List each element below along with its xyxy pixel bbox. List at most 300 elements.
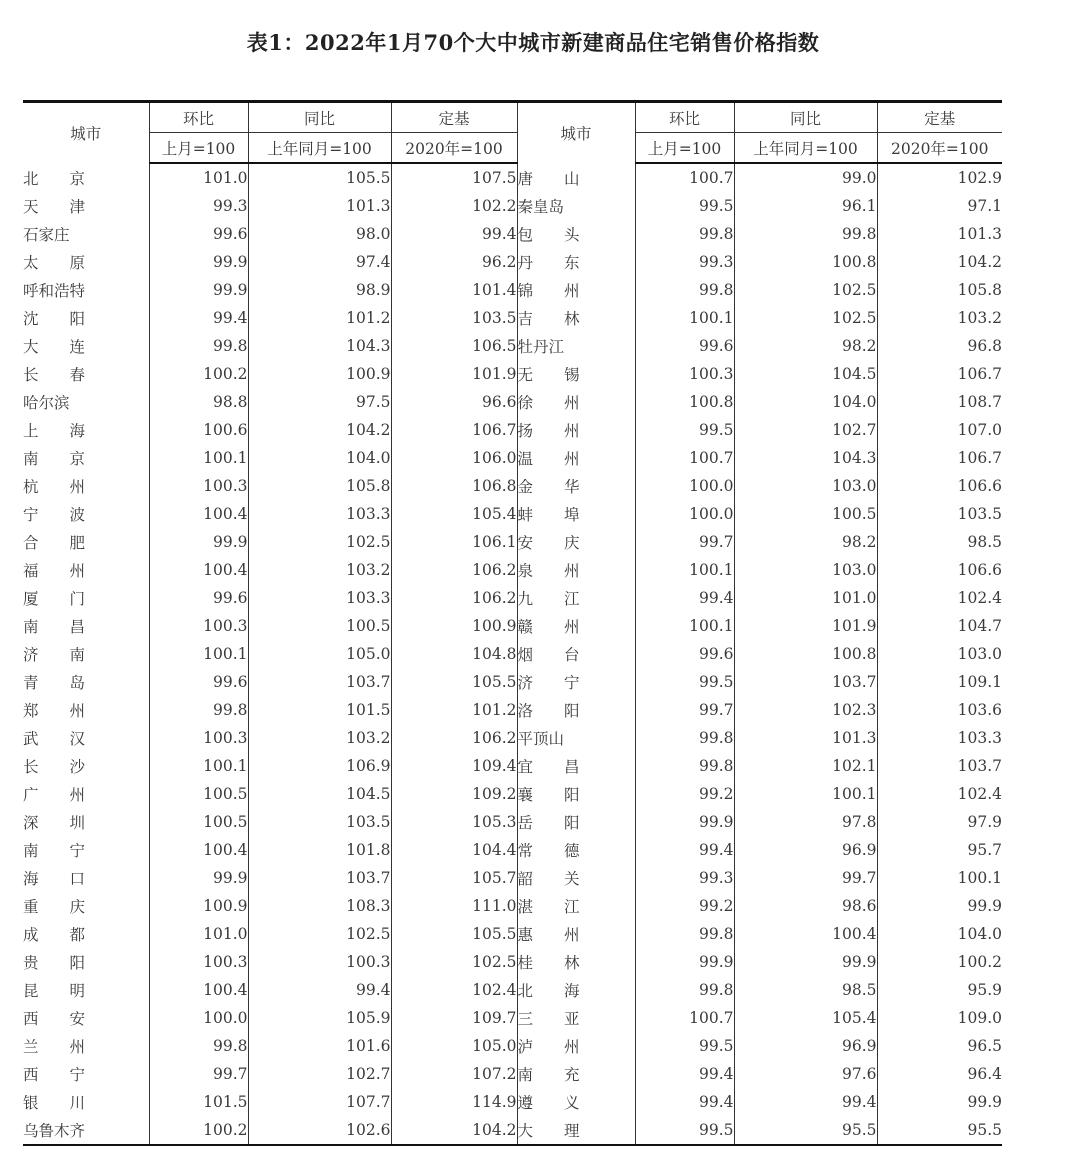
mom-value-right: 99.8 [635, 220, 734, 248]
mom-value-right: 99.8 [635, 976, 734, 1004]
yoy-value-left: 98.0 [248, 220, 391, 248]
city-name-left: 沈 阳 [23, 310, 86, 328]
city-name-left: 西 宁 [23, 1066, 86, 1084]
fixed-value-right: 99.9 [877, 1088, 1002, 1116]
header-city-right: 城市 [517, 102, 635, 164]
yoy-value-right: 103.7 [734, 668, 877, 696]
yoy-value-right: 104.0 [734, 388, 877, 416]
table-row [23, 444, 1002, 472]
yoy-value-right: 98.2 [734, 528, 877, 556]
fixed-value-right: 100.2 [877, 948, 1002, 976]
fixed-value-left: 109.2 [391, 780, 517, 808]
mom-value-right: 99.8 [635, 920, 734, 948]
city-name-left: 杭 州 [23, 478, 86, 496]
city-name-left: 厦 门 [23, 590, 86, 608]
mom-value-right: 99.7 [635, 696, 734, 724]
fixed-value-right: 96.8 [877, 332, 1002, 360]
table-row [23, 556, 1002, 584]
yoy-value-left: 102.7 [248, 1060, 391, 1088]
table-row [23, 752, 1002, 780]
yoy-value-right: 98.6 [734, 892, 877, 920]
mom-value-left: 101.0 [149, 163, 248, 192]
fixed-value-left: 101.4 [391, 276, 517, 304]
city-name-left: 重 庆 [23, 898, 86, 916]
yoy-value-left: 101.3 [248, 192, 391, 220]
mom-value-left: 99.4 [149, 304, 248, 332]
fixed-value-left: 106.2 [391, 724, 517, 752]
fixed-value-left: 100.9 [391, 612, 517, 640]
mom-value-left: 100.5 [149, 780, 248, 808]
city-name-left: 青 岛 [23, 674, 86, 692]
mom-value-left: 99.9 [149, 528, 248, 556]
header-yoy-base-right: 上年同月=100 [734, 133, 877, 164]
mom-value-right: 99.4 [635, 584, 734, 612]
mom-value-right: 99.5 [635, 1116, 734, 1145]
city-name-left: 广 州 [23, 786, 86, 804]
yoy-value-left: 98.9 [248, 276, 391, 304]
yoy-value-left: 107.7 [248, 1088, 391, 1116]
fixed-value-left: 105.4 [391, 500, 517, 528]
yoy-value-right: 98.2 [734, 332, 877, 360]
table-row [23, 416, 1002, 444]
yoy-value-left: 104.5 [248, 780, 391, 808]
mom-value-right: 100.0 [635, 472, 734, 500]
table-row [23, 163, 1002, 192]
fixed-value-left: 104.2 [391, 1116, 517, 1145]
table-row [23, 304, 1002, 332]
fixed-value-right: 103.2 [877, 304, 1002, 332]
table-row [23, 220, 1002, 248]
city-name-left: 郑 州 [23, 702, 86, 720]
fixed-value-right: 103.7 [877, 752, 1002, 780]
mom-value-left: 99.7 [149, 1060, 248, 1088]
city-name-left: 南 京 [23, 450, 86, 468]
fixed-value-left: 106.8 [391, 472, 517, 500]
fixed-value-left: 102.4 [391, 976, 517, 1004]
fixed-value-left: 111.0 [391, 892, 517, 920]
fixed-value-left: 106.1 [391, 528, 517, 556]
yoy-value-left: 100.9 [248, 360, 391, 388]
city-name-left: 大 连 [23, 338, 86, 356]
city-name-left: 呼和浩特 [23, 282, 86, 300]
yoy-value-right: 104.3 [734, 444, 877, 472]
table-row [23, 668, 1002, 696]
table-row [23, 864, 1002, 892]
city-name-left: 昆 明 [23, 982, 86, 1000]
yoy-value-right: 99.4 [734, 1088, 877, 1116]
mom-value-left: 99.9 [149, 864, 248, 892]
mom-value-right: 99.4 [635, 1088, 734, 1116]
fixed-value-right: 102.4 [877, 584, 1002, 612]
yoy-value-right: 102.5 [734, 276, 877, 304]
table-body [23, 163, 1002, 1145]
mom-value-left: 100.4 [149, 836, 248, 864]
fixed-value-left: 104.4 [391, 836, 517, 864]
header-row-2 [23, 133, 1002, 164]
yoy-value-left: 102.5 [248, 920, 391, 948]
mom-value-left: 99.8 [149, 696, 248, 724]
yoy-value-left: 101.8 [248, 836, 391, 864]
city-name-right: 三 亚 [517, 1004, 635, 1032]
city-name-right: 南 充 [517, 1060, 635, 1088]
mom-value-left: 100.4 [149, 500, 248, 528]
city-name-left: 海 口 [23, 870, 86, 888]
mom-value-left: 100.6 [149, 416, 248, 444]
mom-value-left: 99.9 [149, 248, 248, 276]
yoy-value-left: 105.8 [248, 472, 391, 500]
mom-value-left: 100.1 [149, 444, 248, 472]
mom-value-right: 100.1 [635, 612, 734, 640]
yoy-value-right: 103.0 [734, 556, 877, 584]
mom-value-left: 100.3 [149, 948, 248, 976]
yoy-value-right: 96.1 [734, 192, 877, 220]
header-fixed-right: 定基 [877, 102, 1002, 133]
yoy-value-right: 99.8 [734, 220, 877, 248]
mom-value-left: 99.8 [149, 1032, 248, 1060]
table-row [23, 1060, 1002, 1088]
yoy-value-left: 103.2 [248, 724, 391, 752]
yoy-value-left: 103.5 [248, 808, 391, 836]
yoy-value-right: 99.9 [734, 948, 877, 976]
table-title: 表1：2022年1月70个大中城市新建商品住宅销售价格指数 [246, 30, 820, 55]
table-row [23, 920, 1002, 948]
mom-value-right: 99.9 [635, 808, 734, 836]
fixed-value-left: 96.6 [391, 388, 517, 416]
yoy-value-left: 103.3 [248, 500, 391, 528]
yoy-value-left: 99.4 [248, 976, 391, 1004]
table-row [23, 612, 1002, 640]
mom-value-right: 100.1 [635, 304, 734, 332]
table-row [23, 948, 1002, 976]
header-city-left: 城市 [70, 125, 102, 143]
mom-value-right: 99.9 [635, 948, 734, 976]
yoy-value-right: 100.5 [734, 500, 877, 528]
fixed-value-right: 106.7 [877, 360, 1002, 388]
city-name-right: 岳 阳 [517, 808, 635, 836]
city-name-right: 北 海 [517, 976, 635, 1004]
yoy-value-left: 104.0 [248, 444, 391, 472]
yoy-value-left: 101.6 [248, 1032, 391, 1060]
mom-value-left: 99.6 [149, 584, 248, 612]
mom-value-left: 100.3 [149, 724, 248, 752]
mom-value-right: 99.8 [635, 752, 734, 780]
mom-value-left: 100.4 [149, 976, 248, 1004]
mom-value-right: 99.8 [635, 724, 734, 752]
yoy-value-left: 105.5 [248, 163, 391, 192]
city-name-left: 长 沙 [23, 758, 86, 776]
yoy-value-right: 102.7 [734, 416, 877, 444]
yoy-value-left: 100.3 [248, 948, 391, 976]
city-name-right: 安 庆 [517, 528, 635, 556]
fixed-value-right: 107.0 [877, 416, 1002, 444]
fixed-value-right: 109.0 [877, 1004, 1002, 1032]
city-name-right: 襄 阳 [517, 780, 635, 808]
city-name-left: 成 都 [23, 926, 86, 944]
city-name-right: 无 锡 [517, 360, 635, 388]
fixed-value-right: 104.7 [877, 612, 1002, 640]
fixed-value-right: 96.4 [877, 1060, 1002, 1088]
fixed-value-left: 104.8 [391, 640, 517, 668]
table-row [23, 836, 1002, 864]
table-row [23, 808, 1002, 836]
header-fixed-base-right: 2020年=100 [877, 133, 1002, 164]
city-name-left: 银 川 [23, 1094, 86, 1112]
mom-value-right: 100.0 [635, 500, 734, 528]
yoy-value-left: 97.4 [248, 248, 391, 276]
yoy-value-right: 101.3 [734, 724, 877, 752]
yoy-value-right: 103.0 [734, 472, 877, 500]
yoy-value-right: 100.1 [734, 780, 877, 808]
table-row [23, 1088, 1002, 1116]
mom-value-right: 99.6 [635, 332, 734, 360]
header-yoy-right: 同比 [734, 102, 877, 133]
city-name-left: 太 原 [23, 254, 86, 272]
fixed-value-right: 99.9 [877, 892, 1002, 920]
fixed-value-right: 105.8 [877, 276, 1002, 304]
mom-value-left: 100.4 [149, 556, 248, 584]
yoy-value-right: 102.3 [734, 696, 877, 724]
mom-value-right: 100.7 [635, 163, 734, 192]
mom-value-right: 100.3 [635, 360, 734, 388]
city-name-left: 济 南 [23, 646, 86, 664]
city-name-right: 桂 林 [517, 948, 635, 976]
mom-value-left: 100.9 [149, 892, 248, 920]
city-name-right: 湛 江 [517, 892, 635, 920]
mom-value-left: 100.2 [149, 1116, 248, 1145]
fixed-value-right: 103.5 [877, 500, 1002, 528]
city-name-left: 上 海 [23, 422, 86, 440]
city-name-right: 蚌 埠 [517, 500, 635, 528]
mom-value-left: 100.5 [149, 808, 248, 836]
yoy-value-right: 102.1 [734, 752, 877, 780]
fixed-value-left: 109.7 [391, 1004, 517, 1032]
fixed-value-left: 106.2 [391, 556, 517, 584]
fixed-value-right: 100.1 [877, 864, 1002, 892]
mom-value-left: 100.3 [149, 472, 248, 500]
table-row [23, 724, 1002, 752]
header-mom-left: 环比 [149, 102, 248, 133]
fixed-value-left: 106.2 [391, 584, 517, 612]
mom-value-left: 99.3 [149, 192, 248, 220]
fixed-value-right: 97.9 [877, 808, 1002, 836]
mom-value-right: 99.4 [635, 1060, 734, 1088]
mom-value-left: 99.6 [149, 220, 248, 248]
yoy-value-right: 100.4 [734, 920, 877, 948]
header-yoy-base-left: 上年同月=100 [248, 133, 391, 164]
city-name-right: 韶 关 [517, 864, 635, 892]
city-name-right: 常 德 [517, 836, 635, 864]
fixed-value-left: 114.9 [391, 1088, 517, 1116]
yoy-value-right: 100.8 [734, 248, 877, 276]
city-name-left: 武 汉 [23, 730, 86, 748]
mom-value-left: 100.0 [149, 1004, 248, 1032]
fixed-value-left: 107.5 [391, 163, 517, 192]
table-row [23, 472, 1002, 500]
fixed-value-left: 99.4 [391, 220, 517, 248]
fixed-value-right: 95.9 [877, 976, 1002, 1004]
mom-value-right: 99.8 [635, 276, 734, 304]
table-row [23, 192, 1002, 220]
yoy-value-right: 98.5 [734, 976, 877, 1004]
fixed-value-right: 103.6 [877, 696, 1002, 724]
yoy-value-right: 97.8 [734, 808, 877, 836]
city-name-right: 赣 州 [517, 612, 635, 640]
mom-value-right: 99.3 [635, 864, 734, 892]
table-row [23, 696, 1002, 724]
yoy-value-left: 105.0 [248, 640, 391, 668]
table-row [23, 1116, 1002, 1145]
mom-value-left: 100.1 [149, 752, 248, 780]
yoy-value-left: 103.7 [248, 668, 391, 696]
yoy-value-left: 101.2 [248, 304, 391, 332]
city-name-right: 吉 林 [517, 304, 635, 332]
yoy-value-left: 105.9 [248, 1004, 391, 1032]
fixed-value-left: 101.2 [391, 696, 517, 724]
yoy-value-right: 96.9 [734, 1032, 877, 1060]
yoy-value-left: 106.9 [248, 752, 391, 780]
price-index-table [23, 100, 1002, 1146]
yoy-value-right: 96.9 [734, 836, 877, 864]
mom-value-right: 100.1 [635, 556, 734, 584]
fixed-value-left: 106.0 [391, 444, 517, 472]
fixed-value-right: 109.1 [877, 668, 1002, 696]
header-yoy-left: 同比 [248, 102, 391, 133]
header-mom-base-right: 上月=100 [635, 133, 734, 164]
yoy-value-left: 100.5 [248, 612, 391, 640]
fixed-value-left: 102.5 [391, 948, 517, 976]
city-name-right: 扬 州 [517, 416, 635, 444]
mom-value-right: 99.5 [635, 192, 734, 220]
yoy-value-right: 104.5 [734, 360, 877, 388]
header-mom-right: 环比 [635, 102, 734, 133]
mom-value-right: 99.7 [635, 528, 734, 556]
mom-value-left: 99.9 [149, 276, 248, 304]
fixed-value-left: 106.5 [391, 332, 517, 360]
city-name-right: 烟 台 [517, 640, 635, 668]
mom-value-right: 99.4 [635, 836, 734, 864]
city-name-left: 乌鲁木齐 [23, 1116, 149, 1145]
table-row [23, 500, 1002, 528]
fixed-value-right: 95.5 [877, 1116, 1002, 1145]
table-row [23, 332, 1002, 360]
city-name-right: 宜 昌 [517, 752, 635, 780]
table-row [23, 360, 1002, 388]
yoy-value-left: 97.5 [248, 388, 391, 416]
fixed-value-left: 102.2 [391, 192, 517, 220]
header-fixed-base-left: 2020年=100 [391, 133, 517, 164]
city-name-left: 哈尔滨 [23, 394, 70, 412]
fixed-value-left: 105.5 [391, 668, 517, 696]
city-name-left: 南 宁 [23, 842, 86, 860]
yoy-value-left: 103.7 [248, 864, 391, 892]
city-name-right: 唐 山 [517, 163, 635, 192]
yoy-value-right: 102.5 [734, 304, 877, 332]
city-name-right: 惠 州 [517, 920, 635, 948]
city-name-left: 长 春 [23, 366, 86, 384]
city-name-right: 包 头 [517, 220, 635, 248]
fixed-value-right: 103.3 [877, 724, 1002, 752]
fixed-value-left: 107.2 [391, 1060, 517, 1088]
table-row [23, 1032, 1002, 1060]
yoy-value-right: 101.9 [734, 612, 877, 640]
fixed-value-right: 106.7 [877, 444, 1002, 472]
city-name-right: 秦皇岛 [517, 192, 635, 220]
fixed-value-right: 98.5 [877, 528, 1002, 556]
fixed-value-left: 105.3 [391, 808, 517, 836]
fixed-value-left: 101.9 [391, 360, 517, 388]
fixed-value-right: 95.7 [877, 836, 1002, 864]
yoy-value-right: 105.4 [734, 1004, 877, 1032]
table-row [23, 528, 1002, 556]
city-name-left: 贵 阳 [23, 954, 86, 972]
fixed-value-left: 96.2 [391, 248, 517, 276]
city-name-right: 丹 东 [517, 248, 635, 276]
mom-value-left: 100.2 [149, 360, 248, 388]
yoy-value-left: 103.3 [248, 584, 391, 612]
fixed-value-left: 105.5 [391, 920, 517, 948]
city-name-right: 九 江 [517, 584, 635, 612]
yoy-value-left: 108.3 [248, 892, 391, 920]
fixed-value-right: 108.7 [877, 388, 1002, 416]
mom-value-right: 99.3 [635, 248, 734, 276]
mom-value-left: 99.6 [149, 668, 248, 696]
mom-value-left: 101.0 [149, 920, 248, 948]
fixed-value-right: 96.5 [877, 1032, 1002, 1060]
city-name-right: 济 宁 [517, 668, 635, 696]
mom-value-right: 99.5 [635, 668, 734, 696]
table-row [23, 1004, 1002, 1032]
mom-value-left: 98.8 [149, 388, 248, 416]
mom-value-left: 99.8 [149, 332, 248, 360]
city-name-left: 福 州 [23, 562, 86, 580]
table-row [23, 388, 1002, 416]
yoy-value-left: 102.6 [248, 1116, 391, 1145]
city-name-right: 平顶山 [517, 724, 635, 752]
yoy-value-right: 99.7 [734, 864, 877, 892]
fixed-value-right: 102.9 [877, 163, 1002, 192]
table-row [23, 640, 1002, 668]
mom-value-right: 100.7 [635, 1004, 734, 1032]
fixed-value-right: 106.6 [877, 556, 1002, 584]
yoy-value-right: 97.6 [734, 1060, 877, 1088]
fixed-value-left: 106.7 [391, 416, 517, 444]
fixed-value-right: 97.1 [877, 192, 1002, 220]
city-name-right: 徐 州 [517, 388, 635, 416]
table-row [23, 780, 1002, 808]
table-row [23, 276, 1002, 304]
city-name-left: 西 安 [23, 1010, 86, 1028]
city-name-right: 洛 阳 [517, 696, 635, 724]
yoy-value-right: 100.8 [734, 640, 877, 668]
mom-value-right: 100.7 [635, 444, 734, 472]
city-name-right: 遵 义 [517, 1088, 635, 1116]
yoy-value-right: 99.0 [734, 163, 877, 192]
mom-value-left: 100.3 [149, 612, 248, 640]
city-name-left: 深 圳 [23, 814, 86, 832]
mom-value-right: 99.2 [635, 892, 734, 920]
city-name-right: 锦 州 [517, 276, 635, 304]
mom-value-right: 99.2 [635, 780, 734, 808]
fixed-value-right: 102.4 [877, 780, 1002, 808]
city-name-right: 牡丹江 [517, 332, 635, 360]
fixed-value-right: 106.6 [877, 472, 1002, 500]
city-name-left: 合 肥 [23, 534, 86, 552]
yoy-value-left: 101.5 [248, 696, 391, 724]
yoy-value-left: 103.2 [248, 556, 391, 584]
yoy-value-left: 104.3 [248, 332, 391, 360]
fixed-value-left: 109.4 [391, 752, 517, 780]
fixed-value-right: 104.0 [877, 920, 1002, 948]
